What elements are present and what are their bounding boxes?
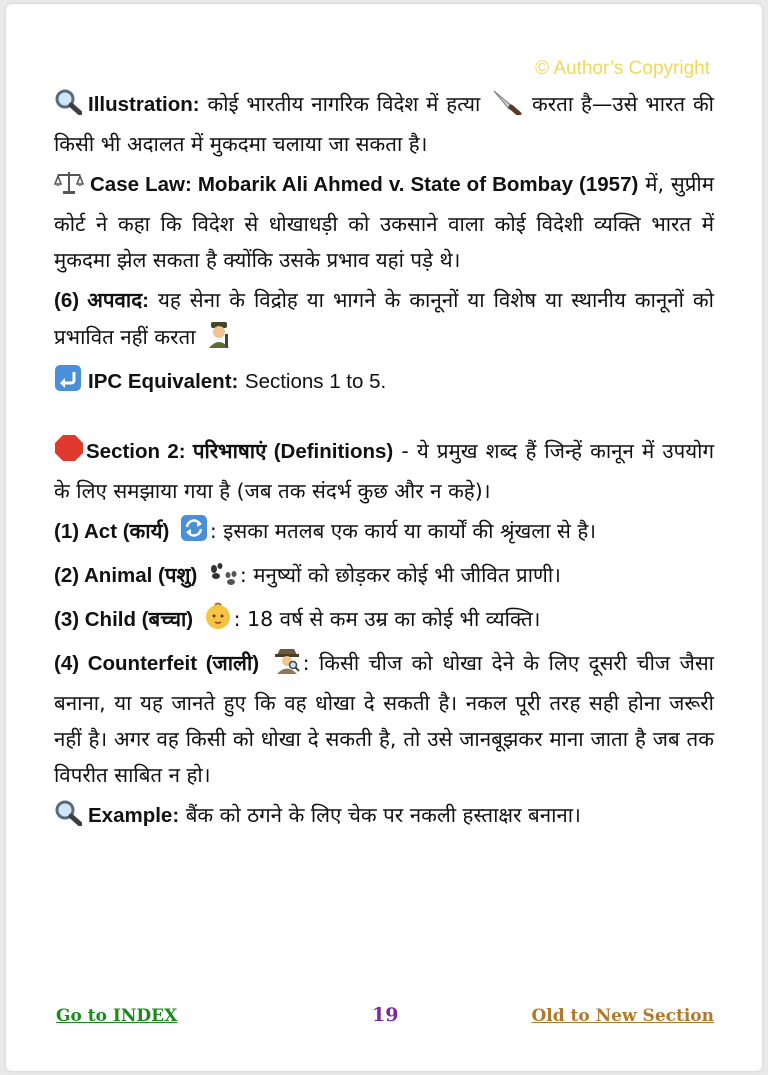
- definition-act-label: (1) Act (कार्य): [54, 520, 170, 543]
- document-page: [6, 4, 762, 1071]
- example-text: बैंक को ठगने के लिए चेक पर नकली हस्ताक्षर बनाना।: [185, 803, 581, 827]
- definition-counterfeit-text: : किसी चीज को धोखा देने के लिए दूसरी चीज जैसा बनाना, या यह जानते हुए कि वह धोखा दे सकती है। नकल पूरी तरह सही होना जरूरी नहीं है। अगर वह किसी को धोखा दे सकती है, तो उसे जानबूझकर माना जाता है जब तक विपरीत साबित न हो।: [54, 651, 714, 787]
- definition-animal: [54, 557, 714, 597]
- baby-face-icon: [204, 602, 232, 641]
- definition-act: [54, 513, 714, 553]
- case-law-text: में, सुप्रीम कोर्ट ने कहा कि विदेश से धोखाधड़ी को उकसाने वाला कोई विदेशी व्यक्ति भारत में मुकदमा झेल सकता है क्योंकि उसके प्रभाव यहां पड़े थे।: [54, 172, 714, 272]
- cycle-arrows-icon: [180, 514, 208, 553]
- return-arrow-icon: [54, 364, 82, 403]
- stop-sign-icon: [54, 434, 84, 473]
- soldier-icon: [206, 320, 232, 359]
- example-paragraph: [54, 797, 714, 837]
- old-to-new-section-link[interactable]: Old to New Section: [531, 1006, 714, 1026]
- detective-icon: [273, 646, 301, 685]
- definition-animal-label: (2) Animal (पशु): [54, 564, 198, 587]
- illustration-paragraph: [54, 86, 714, 162]
- ipc-equivalent-text: Sections 1 to 5.: [244, 370, 387, 393]
- magnifier-icon: [54, 800, 82, 837]
- exception-text: यह सेना के विद्रोह या भागने के कानूनों या विशेष या स्थानीय कानूनों को प्रभावित नहीं करता: [54, 288, 714, 349]
- page-number: 19: [372, 1004, 399, 1026]
- definition-child-text: : 18 वर्ष से कम उम्र का कोई भी व्यक्ति।: [233, 607, 541, 631]
- section-2-text: - ये प्रमुख शब्द हैं जिन्हें कानून में उपयोग के लिए समझाया गया है (जब तक संदर्भ कुछ और न कहे)।: [54, 439, 714, 503]
- page-footer: [54, 1004, 714, 1034]
- ipc-equivalent-label: IPC Equivalent:: [88, 370, 239, 393]
- ipc-equivalent-paragraph: [54, 363, 714, 403]
- section-2-paragraph: [54, 433, 714, 509]
- section-2-label: Section 2: परिभाषाएं (Definitions): [86, 440, 394, 463]
- definition-animal-text: : मनुष्यों को छोड़कर कोई भी जीवित प्राणी।: [239, 563, 561, 587]
- example-label: Example:: [88, 804, 180, 827]
- exception-paragraph: [54, 282, 714, 359]
- page-content: [54, 86, 714, 837]
- paw-prints-icon: [208, 561, 238, 597]
- definition-child: [54, 601, 714, 641]
- definition-child-label: (3) Child (बच्चा): [54, 608, 194, 631]
- copyright-notice: © Author’s Copyright: [535, 58, 710, 79]
- definition-act-text: : इसका मतलब एक कार्य या कार्यों की श्रृंखला से है।: [209, 519, 596, 543]
- case-law-label: Case Law: Mobarik Ali Ahmed v. State of Bombay (1957): [90, 173, 639, 196]
- illustration-text-continued: करता है—उसे भारत की किसी भी अदालत में मुकदमा चलाया जा सकता है।: [54, 92, 714, 156]
- illustration-label: Illustration:: [88, 93, 200, 116]
- definition-counterfeit: [54, 645, 714, 793]
- exception-label: (6) अपवाद:: [54, 289, 149, 312]
- definition-counterfeit-label: (4) Counterfeit (जाली): [54, 652, 260, 675]
- scales-icon: [54, 169, 84, 206]
- knife-icon: [492, 89, 522, 126]
- go-to-index-link[interactable]: Go to INDEX: [56, 1006, 178, 1026]
- illustration-text: कोई भारतीय नागरिक विदेश में हत्या: [207, 92, 481, 116]
- magnifier-icon: [54, 89, 82, 126]
- case-law-paragraph: [54, 166, 714, 278]
